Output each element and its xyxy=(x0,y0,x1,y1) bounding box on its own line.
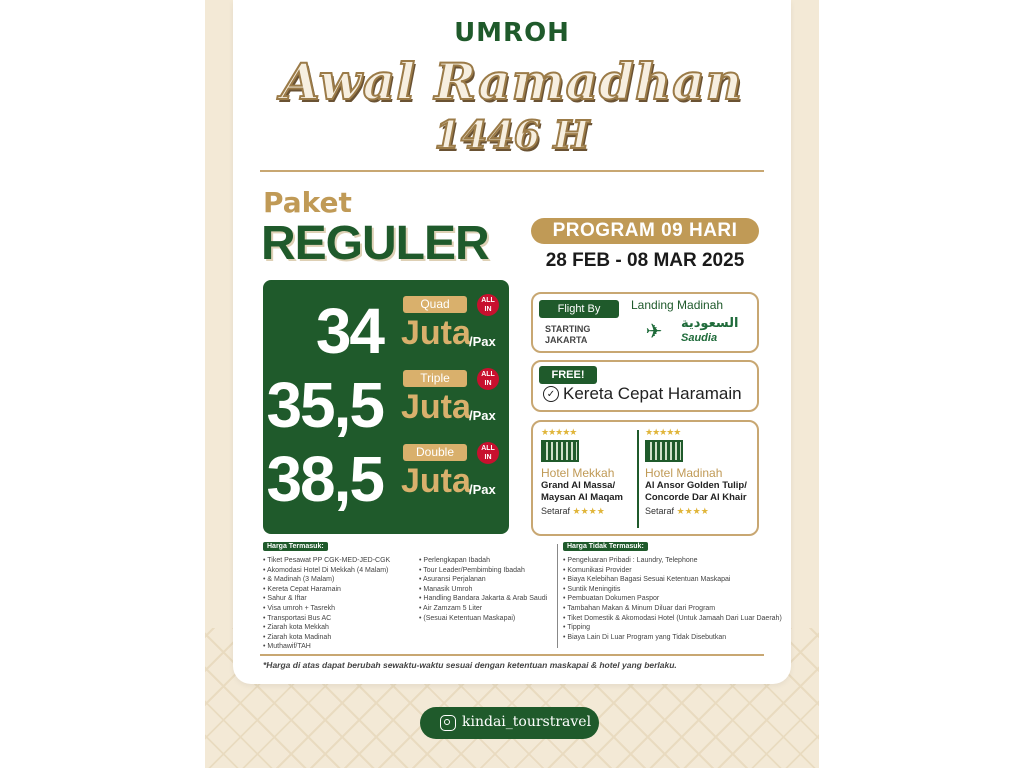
room-type-tag: Triple xyxy=(403,370,467,387)
saudia-logo-icon: ✈ xyxy=(645,319,663,343)
list-item: • Tiket Pesawat PP CGK-MED-JED-CGK xyxy=(263,556,423,566)
price-row-double xyxy=(263,440,509,518)
included-title: Harga Termasuk: xyxy=(263,542,328,551)
hotel-building-icon xyxy=(645,440,683,462)
package-label: Paket xyxy=(263,186,352,219)
airline-name: Saudia xyxy=(681,332,718,344)
price-per: /Pax xyxy=(469,334,496,349)
star-rating-icon: ★★★★★ xyxy=(645,428,681,438)
hotel-building-icon xyxy=(541,440,579,462)
list-item: • Muthawif/TAH xyxy=(263,642,423,652)
top-divider xyxy=(260,170,764,172)
excluded-title: Harga Tidak Termasuk: xyxy=(563,542,648,551)
list-item: • Sahur & Iftar xyxy=(263,594,423,604)
list-item: • Biaya Kelebihan Bagasi Sesuai Ketentuan Maskapai xyxy=(563,575,789,585)
room-type-tag: Double xyxy=(403,444,467,461)
starting-city-name: JAKARTA xyxy=(545,335,588,345)
hotel-title: Hotel Madinah xyxy=(645,466,723,480)
flight-label: Flight By xyxy=(539,300,619,318)
list-item: • Pembuatan Dokumen Paspor xyxy=(563,594,789,604)
all-in-badge: ALL IN xyxy=(477,368,499,390)
hotel-name-line1: Al Ansor Golden Tulip/ xyxy=(645,480,747,491)
excluded-list xyxy=(563,556,789,642)
list-item: • Handling Bandara Jakarta & Arab Saudi xyxy=(419,594,555,604)
setaraf-label: Setaraf xyxy=(541,506,571,516)
list-item: • Tour Leader/Pembimbing Ibadah xyxy=(419,566,555,576)
price-per: /Pax xyxy=(469,482,496,497)
list-item: • Ziarah kota Mekkah xyxy=(263,623,423,633)
free-item: Kereta Cepat Haramain xyxy=(563,384,742,403)
check-circle-icon: ✓ xyxy=(543,386,559,402)
package-name: REGULER xyxy=(261,217,489,270)
airline-name-arabic: السعودية xyxy=(681,316,739,331)
hotels-box xyxy=(531,420,759,536)
instagram-handle: kindai_tourstravel xyxy=(462,714,592,730)
all-in-badge: ALL IN xyxy=(477,442,499,464)
hotel-title: Hotel Mekkah xyxy=(541,466,615,480)
price-amount: 34 xyxy=(315,295,383,367)
main-title: Awal Ramadhan xyxy=(280,52,744,111)
hotel-mekkah xyxy=(541,428,649,517)
price-unit: Juta xyxy=(401,388,471,426)
list-item: • (Sesuai Ketentuan Maskapai) xyxy=(419,614,555,624)
price-amount: 38,5 xyxy=(266,443,383,515)
list-divider xyxy=(557,544,558,648)
price-box xyxy=(263,280,509,534)
setaraf-label: Setaraf xyxy=(645,506,675,516)
list-item: • Perlengkapan Ibadah xyxy=(419,556,555,566)
price-unit: Juta xyxy=(401,314,471,352)
price-unit: Juta xyxy=(401,462,471,500)
hotel-name-line2: Maysan Al Maqam xyxy=(541,492,624,503)
list-item: • Pengeluaran Pribadi : Laundry, Telephone xyxy=(563,556,789,566)
all-in-badge: ALL IN xyxy=(477,294,499,316)
price-note: *Harga di atas dapat berubah sewaktu-waktu sesuai dengan ketentuan maskapai & hotel yang berlaku. xyxy=(263,660,677,670)
instagram-link[interactable] xyxy=(420,707,599,739)
bottom-divider xyxy=(260,654,764,656)
hotel-rating xyxy=(645,506,753,517)
list-item: • Transportasi Bus AC xyxy=(263,614,423,624)
hotel-madinah xyxy=(645,428,753,517)
list-item: • Tambahan Makan & Minum Diluar dari Program xyxy=(563,604,789,614)
list-item: • Air Zamzam 5 Liter xyxy=(419,604,555,614)
list-item: • Manasik Umroh xyxy=(419,585,555,595)
content-card xyxy=(233,0,791,684)
free-box xyxy=(531,360,759,412)
poster xyxy=(205,0,819,768)
included-list-1 xyxy=(263,556,423,652)
hotel-rating xyxy=(541,506,649,517)
list-item: • Komunikasi Provider xyxy=(563,566,789,576)
list-item: • Suntik Meningitis xyxy=(563,585,789,595)
list-item: • Kereta Cepat Haramain xyxy=(263,585,423,595)
list-item: • Ziarah kota Madinah xyxy=(263,633,423,643)
included-list-2 xyxy=(419,556,555,623)
list-item: • Tiket Domestik & Akomodasi Hotel (Untuk Jamaah Dari Luar Daerah) xyxy=(563,614,789,624)
year-title: 1446 H xyxy=(434,112,590,157)
room-type-tag: Quad xyxy=(403,296,467,313)
hotel-name-line1: Grand Al Massa/ xyxy=(541,480,616,491)
list-item: • Asuransi Perjalanan xyxy=(419,575,555,585)
hotel-name-line2: Concorde Dar Al Khair xyxy=(645,492,747,503)
list-item: • Visa umroh + Tasrekh xyxy=(263,604,423,614)
star-rating-icon: ★★★★ xyxy=(572,506,605,516)
instagram-icon xyxy=(440,715,456,731)
free-label: FREE! xyxy=(539,366,597,384)
star-rating-icon: ★★★★★ xyxy=(541,428,577,438)
landing-label: Landing Madinah xyxy=(631,298,724,312)
list-item: • & Madinah (3 Malam) xyxy=(263,575,423,585)
starting-label: STARTING xyxy=(545,324,591,334)
list-item: • Biaya Lain Di Luar Program yang Tidak Disebutkan xyxy=(563,633,789,643)
program-dates: 28 FEB - 08 MAR 2025 xyxy=(545,250,745,271)
price-row-quad xyxy=(263,292,509,370)
list-item: • Akomodasi Hotel Di Mekkah (4 Malam) xyxy=(263,566,423,576)
list-item: • Tipping xyxy=(563,623,789,633)
flight-box xyxy=(531,292,759,353)
price-amount: 35,5 xyxy=(266,369,383,441)
price-per: /Pax xyxy=(469,408,496,423)
hotel-divider xyxy=(637,430,639,528)
umroh-heading: UMROH xyxy=(454,18,570,48)
starting-city xyxy=(545,324,590,346)
price-row-triple xyxy=(263,366,509,444)
program-badge: PROGRAM 09 HARI xyxy=(531,218,759,244)
star-rating-icon: ★★★★ xyxy=(676,506,709,516)
